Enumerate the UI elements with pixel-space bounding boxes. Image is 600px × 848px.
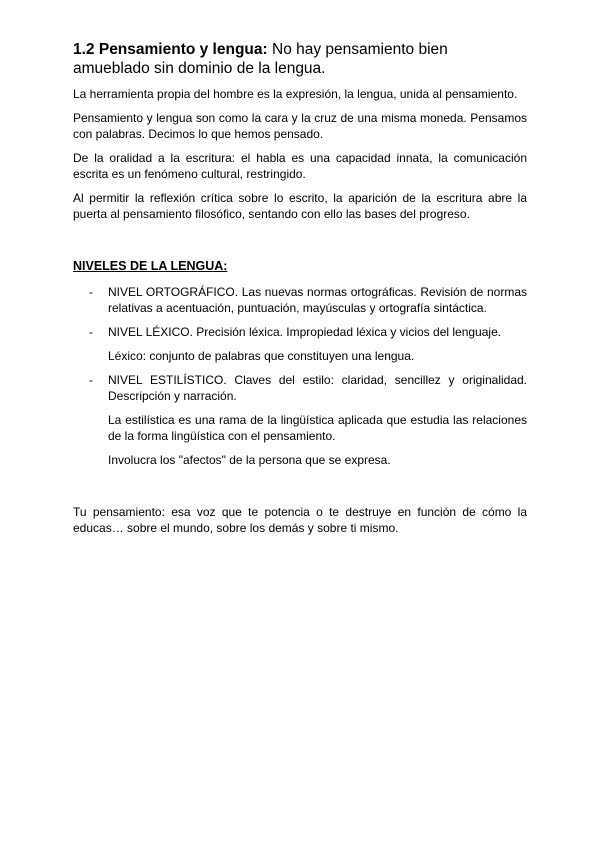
level-lexical: NIVEL LÉXICO. Precisión léxica. Impropiedad léxica y vicios del lenguaje. (108, 325, 502, 339)
paragraph: De la oralidad a la escritura: el habla es una capacidad innata, la comunicación escrita es un fenómeno cultural, restringido. (73, 151, 527, 181)
paragraph: Al permitir la reflexión crítica sobre lo escrito, la aparición de la escritura abre la puerta al pensamiento filosófico, sentando con ello las bases del progreso. (73, 191, 527, 221)
heading-title: 1.2 Pensamiento y lengua: (73, 41, 268, 58)
section-heading (73, 40, 527, 78)
levels-list (73, 284, 527, 468)
level-stylistic-note: Involucra los "afectos" de la persona que se expresa. (108, 453, 391, 467)
list-item (73, 284, 527, 316)
list-item (73, 324, 527, 364)
closing-paragraph: Tu pensamiento: esa voz que te potencia o te destruye en función de cómo la educas… sobre el mundo, sobre los demás y sobre ti mismo. (73, 505, 527, 535)
heading-subtitle: No hay pensamiento bien amueblado sin dominio de la lengua. (73, 41, 448, 77)
list-item (73, 372, 527, 468)
list-marker: - (89, 373, 93, 387)
paragraph: La herramienta propia del hombre es la expresión, la lengua, unida al pensamiento. (73, 87, 518, 101)
list-marker: - (89, 285, 93, 299)
level-stylistic-note: La estilística es una rama de la lingüística aplicada que estudia las relaciones de la forma lingüística con el pensamiento. (108, 413, 527, 443)
level-stylistic: NIVEL ESTILÍSTICO. Claves del estilo: claridad, sencillez y originalidad. Descripción y narración. (108, 373, 527, 403)
level-lexical-note: Léxico: conjunto de palabras que constituyen una lengua. (108, 349, 415, 363)
level-orthographic: NIVEL ORTOGRÁFICO. Las nuevas normas ortográficas. Revisión de normas relativas a acentuación, puntuación, mayúsculas y ortografía sintáctica. (108, 285, 527, 315)
paragraph: Pensamiento y lengua son como la cara y la cruz de una misma moneda. Pensamos con palabras. Decimos lo que hemos pensado. (73, 111, 527, 141)
levels-section-title: NIVELES DE LA LENGUA: (73, 259, 228, 273)
list-marker: - (89, 325, 93, 339)
